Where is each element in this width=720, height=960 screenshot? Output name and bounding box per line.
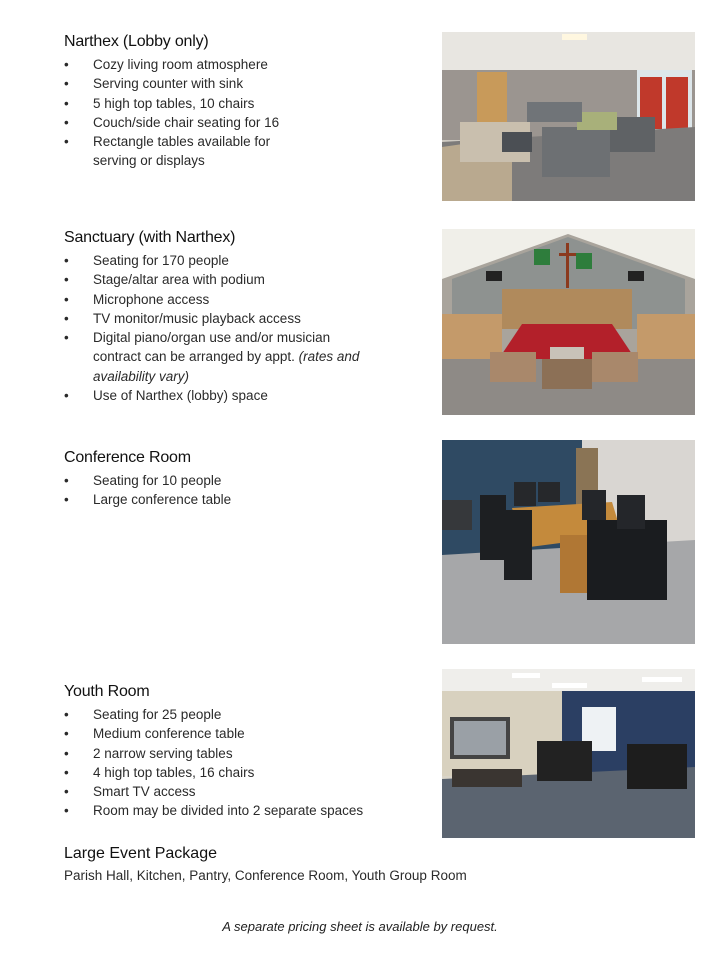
list-item: • Microphone access (64, 291, 210, 307)
package-text: Parish Hall, Kitchen, Pantry, Conference Room, Youth Group Room (64, 868, 467, 883)
list-item: • 5 high top tables, 10 chairs (64, 95, 255, 111)
list-item: • Use of Narthex (lobby) space (64, 388, 268, 404)
list-item: • Rectangle tables available for serving or displays (64, 134, 271, 169)
list-item: • Cozy living room atmosphere (64, 57, 268, 72)
list-item: • TV monitor/music playback access (64, 310, 301, 326)
section-narthex (64, 33, 424, 171)
list-item: • Digital piano/organ use and/or musician contract can be arranged by appt. (rates and availability vary) (64, 330, 360, 384)
feature-list (64, 251, 424, 405)
section-title: Conference Room (64, 449, 191, 466)
feature-list (64, 471, 424, 510)
section-youth-room (64, 683, 424, 821)
section-title: Narthex (Lobby only) (64, 33, 209, 50)
list-item: • Serving counter with sink (64, 76, 244, 92)
list-item: • Medium conference table (64, 726, 245, 742)
package-title: Large Event Package (64, 845, 217, 862)
list-item: • Seating for 25 people (64, 707, 222, 722)
section-title: Youth Room (64, 683, 150, 700)
list-item: • 4 high top tables, 16 chairs (64, 764, 255, 780)
list-item: • Seating for 170 people (64, 253, 229, 268)
list-item: • Seating for 10 people (64, 473, 222, 488)
section-title: Sanctuary (with Narthex) (64, 229, 236, 246)
list-item: • Couch/side chair seating for 16 (64, 114, 280, 130)
section-sanctuary (64, 229, 424, 405)
sanctuary-photo (442, 229, 695, 415)
narthex-photo (442, 32, 695, 201)
conference-room-photo (442, 440, 695, 644)
large-event-package (64, 845, 664, 883)
list-item: • Stage/altar area with podium (64, 272, 265, 288)
section-conference-room (64, 449, 424, 510)
youth-room-photo (442, 669, 695, 838)
list-item: • Large conference table (64, 492, 232, 508)
list-item: • Room may be divided into 2 separate spaces (64, 803, 364, 819)
feature-list (64, 705, 424, 821)
feature-list (64, 55, 424, 171)
list-item: • 2 narrow serving tables (64, 745, 233, 761)
list-item: • Smart TV access (64, 784, 196, 800)
pricing-note: A separate pricing sheet is available by request. (222, 919, 498, 934)
